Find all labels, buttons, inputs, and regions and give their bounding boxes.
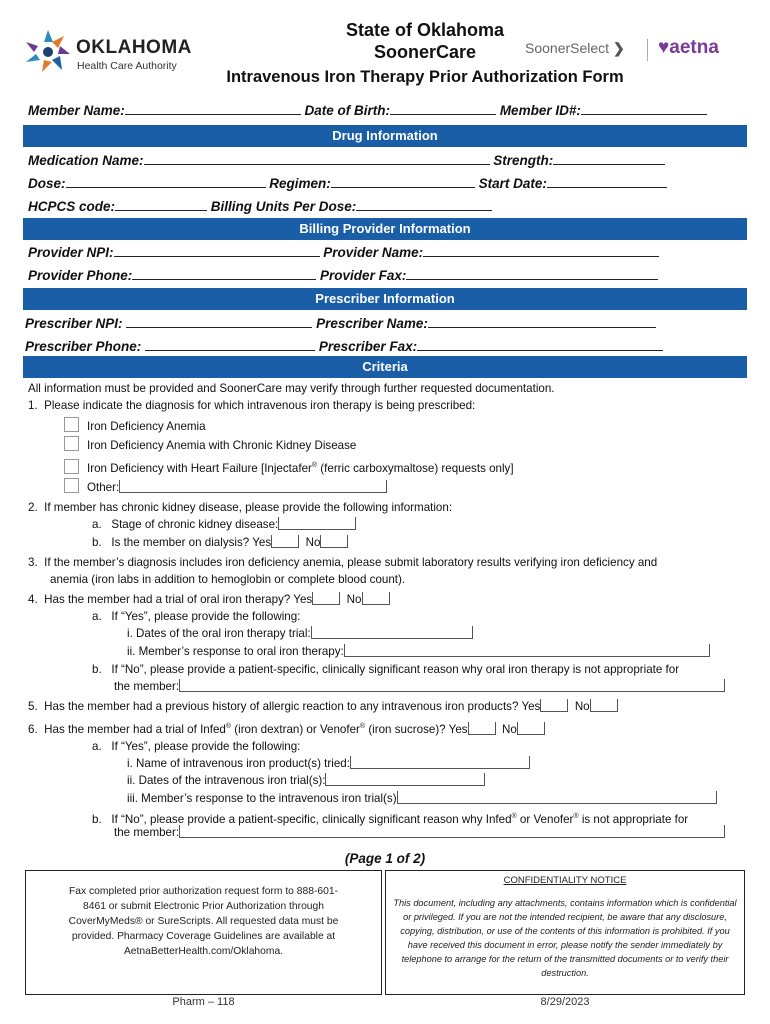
question-3-cont: anemia (iron labs in addition to hemoglobin or complete blood count).	[50, 573, 406, 586]
billing-row-2: Provider Phone: Provider Fax:	[28, 266, 658, 283]
form-date: 8/29/2023	[540, 996, 590, 1008]
drug-row-1: Medication Name: Strength:	[28, 151, 665, 168]
page-title-program: SoonerCare	[373, 42, 477, 62]
page-number: (Page 1 of 2)	[344, 851, 426, 866]
oral-iron-yes-field[interactable]	[312, 592, 340, 605]
question-4aii: ii. Member’s response to oral iron therapy:	[127, 644, 710, 659]
iv-dates-field[interactable]	[325, 773, 485, 786]
fax-instructions-box	[25, 870, 382, 995]
question-6aii: ii. Dates of the intravenous iron trial(s):	[127, 773, 485, 788]
option-heart-failure: Iron Deficiency with Heart Failure [Injectafer® (ferric carboxymaltose) requests only]	[64, 458, 514, 476]
question-2b: b. Is the member on dialysis? Yes No	[92, 535, 348, 550]
oral-response-field[interactable]	[344, 644, 710, 657]
heart-icon: ♥	[658, 37, 670, 58]
criteria-header: Criteria	[23, 356, 747, 378]
question-5: 5. Has the member had a previous history of allergic reaction to any intravenous iron products? Yes No	[28, 699, 618, 714]
allergy-no-field[interactable]	[590, 699, 618, 712]
checkbox-other[interactable]	[64, 478, 79, 493]
prescriber-name-field[interactable]	[428, 314, 656, 328]
billing-row-1: Provider NPI: Provider Name:	[28, 243, 659, 260]
oral-iron-no-field[interactable]	[362, 592, 390, 605]
member-id-field[interactable]	[581, 101, 707, 115]
confidentiality-box	[385, 870, 745, 995]
question-6b: b. If “No”, please provide a patient-specific, clinically significant reason why Infed® or Venofer® is not appropriate for	[92, 812, 689, 826]
member-row: Member Name: Date of Birth: Member ID#:	[28, 101, 707, 118]
hcpcs-field[interactable]	[115, 197, 207, 211]
form-number: Pharm – 118	[172, 996, 235, 1008]
question-4ai: i. Dates of the oral iron therapy trial:	[127, 626, 473, 641]
fax-instructions-text: Fax completed prior authorization request form to 888-601-8461 or submit Electronic Prior Authorization through CoverMyMeds® or SureScripts. All requested data must be provided. Pharmacy Coverage Guidelines are available at AetnaBetterHealth.com/Oklahoma.	[68, 886, 339, 957]
question-2: 2. If member has chronic kidney disease, please provide the following information:	[28, 501, 453, 514]
dialysis-no-field[interactable]	[320, 535, 348, 548]
question-3: 3. If the member’s diagnosis includes iron deficiency anemia, please submit laboratory results verifying iron deficiency and	[28, 556, 658, 569]
confidentiality-text: This document, including any attachments, contains information which is confidential or privileged. If you are not the intended recipient, be aware that any disclosure, copying, distribution, or use of the contents of this information is prohibited. If you have received this document in error, please notify the sender immediately by telephone to arrange for the return of the transmitted documents or to verify their destruction.	[393, 898, 737, 978]
oral-reason-field[interactable]	[179, 679, 725, 692]
question-6a: a. If “Yes”, please provide the following:	[92, 740, 301, 753]
prescriber-fax-field[interactable]	[417, 337, 663, 351]
oha-star-icon	[22, 28, 74, 74]
other-field[interactable]	[119, 480, 387, 493]
question-4b: b. If “No”, please provide a patient-specific, clinically significant reason why oral iron therapy is not appropriate for	[92, 663, 680, 676]
form-title: Intravenous Iron Therapy Prior Authorization Form	[226, 68, 624, 86]
iv-trial-yes-field[interactable]	[468, 722, 496, 735]
provider-fax-field[interactable]	[406, 266, 658, 280]
drug-row-3: HCPCS code: Billing Units Per Dose:	[28, 197, 492, 214]
question-4: 4. Has the member had a trial of oral iron therapy? Yes No	[28, 592, 390, 607]
prescriber-phone-field[interactable]	[145, 337, 315, 351]
question-6: 6. Has the member had a trial of Infed® (iron dextran) or Venofer® (iron sucrose)? Yes No	[28, 719, 545, 737]
question-6ai: i. Name of intravenous iron product(s) tried:	[127, 756, 530, 771]
billing-provider-header: Billing Provider Information	[23, 218, 747, 240]
question-4a: a. If “Yes”, please provide the following:	[92, 610, 301, 623]
soonerselect-logo: SoonerSelect ❯	[525, 40, 625, 56]
iv-response-field[interactable]	[397, 791, 717, 804]
billing-units-field[interactable]	[356, 197, 492, 211]
ckd-stage-field[interactable]	[278, 517, 356, 530]
chevron-right-icon: ❯	[612, 40, 625, 56]
question-1: 1. Please indicate the diagnosis for which intravenous iron therapy is being prescribed:	[28, 399, 476, 412]
checkbox-ida[interactable]	[64, 417, 79, 432]
oral-trial-dates-field[interactable]	[311, 626, 473, 639]
checkbox-heart-failure[interactable]	[64, 459, 79, 474]
logo-text: OKLAHOMA	[76, 37, 192, 58]
page-title-state: State of Oklahoma	[345, 20, 505, 40]
question-6b-cont: the member:	[114, 825, 725, 840]
question-6aiii: iii. Member’s response to the intravenous iron trial(s)	[127, 791, 717, 806]
allergy-yes-field[interactable]	[540, 699, 568, 712]
dob-field[interactable]	[390, 101, 496, 115]
provider-npi-field[interactable]	[114, 243, 320, 257]
member-name-field[interactable]	[125, 101, 301, 115]
strength-field[interactable]	[553, 151, 665, 165]
provider-phone-field[interactable]	[132, 266, 316, 280]
criteria-intro: All information must be provided and SoonerCare may verify through further requested documentation.	[28, 382, 555, 395]
option-ida: Iron Deficiency Anemia	[64, 417, 206, 434]
iv-trial-no-field[interactable]	[517, 722, 545, 735]
prescriber-row-1: Prescriber NPI: Prescriber Name:	[25, 314, 656, 331]
logo-divider	[647, 39, 648, 61]
option-other: Other:	[64, 478, 387, 495]
prescriber-npi-field[interactable]	[126, 314, 312, 328]
aetna-logo: ♥aetna	[658, 37, 719, 58]
dialysis-yes-field[interactable]	[271, 535, 299, 548]
dose-field[interactable]	[66, 174, 266, 188]
prescriber-row-2: Prescriber Phone: Prescriber Fax:	[25, 337, 663, 354]
question-4b-cont: the member:	[114, 679, 725, 694]
prescriber-header: Prescriber Information	[23, 288, 747, 310]
iv-reason-field[interactable]	[179, 825, 725, 838]
drug-row-2: Dose: Regimen: Start Date:	[28, 174, 667, 191]
drug-info-header: Drug Information	[23, 125, 747, 147]
iv-product-field[interactable]	[350, 756, 530, 769]
confidentiality-title: CONFIDENTIALITY NOTICE	[503, 875, 627, 886]
option-ida-ckd: Iron Deficiency Anemia with Chronic Kidney Disease	[64, 436, 356, 453]
regimen-field[interactable]	[331, 174, 475, 188]
checkbox-ida-ckd[interactable]	[64, 436, 79, 451]
logo-subtext: Health Care Authority	[77, 60, 177, 72]
provider-name-field[interactable]	[423, 243, 659, 257]
start-date-field[interactable]	[547, 174, 667, 188]
medication-field[interactable]	[144, 151, 490, 165]
question-2a: a. Stage of chronic kidney disease:	[92, 517, 356, 532]
